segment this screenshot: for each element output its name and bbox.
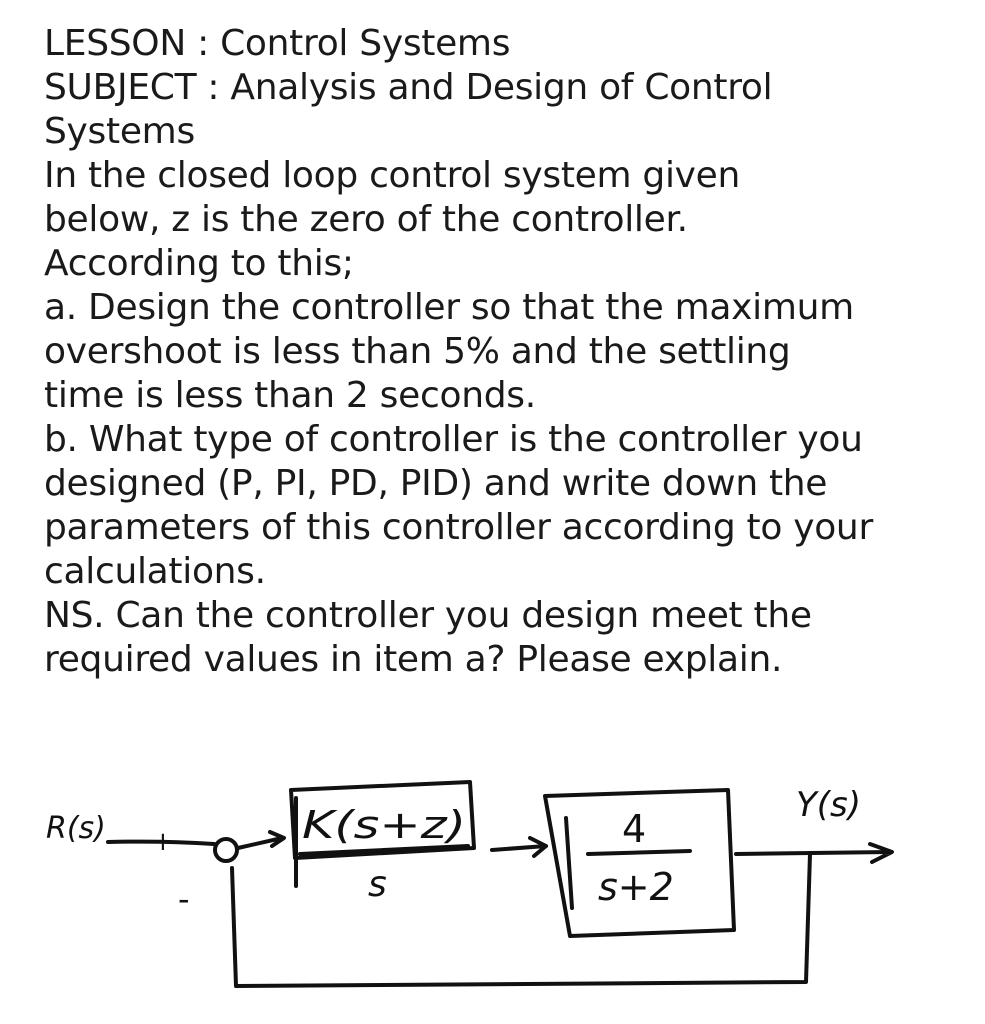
intro-line-2: below, z is the zero of the controller. [44, 199, 688, 240]
part-ns-line-2: required values in item a? Please explain. [44, 639, 783, 680]
part-b-line-3: parameters of this controller according to your [44, 507, 873, 548]
part-a-line-2: overshoot is less than 5% and the settling [44, 331, 791, 372]
output-signal-line [736, 844, 892, 862]
plant-numerator: 4 [622, 807, 647, 851]
plant-denominator: s+2 [598, 865, 674, 909]
subject-line: SUBJECT : Analysis and Design of Control [44, 67, 773, 108]
part-a-line-1: a. Design the controller so that the maximum [44, 287, 854, 328]
part-a-line-3: time is less than 2 seconds. [44, 375, 536, 416]
problem-statement [44, 22, 964, 682]
feedback-path [232, 854, 810, 986]
plant-fraction-bar [588, 851, 690, 854]
input-label: R(s) [46, 811, 106, 846]
intro-line-3: According to this; [44, 243, 354, 284]
summing-junction [215, 839, 237, 861]
part-ns-line-1: NS. Can the controller you design meet the [44, 595, 812, 636]
lesson-line: LESSON : Control Systems [44, 23, 511, 64]
subject-line-continued: Systems [44, 111, 195, 152]
part-b-line-2: designed (P, PI, PD, PID) and write down the [44, 463, 828, 504]
part-b-line-1: b. What type of controller is the controller you [44, 419, 863, 460]
controller-denominator: s [368, 864, 387, 905]
intro-line-1: In the closed loop control system given [44, 155, 741, 196]
junction-to-controller-arrow [238, 832, 284, 848]
part-b-line-4: calculations. [44, 551, 266, 592]
controller-to-plant-arrow [492, 838, 546, 856]
minus-sign: - [178, 880, 190, 918]
plant-block-inner-edge [566, 818, 572, 908]
block-diagram [0, 760, 985, 1024]
controller-numerator: K(s+z) [302, 803, 466, 847]
output-label: Y(s) [796, 785, 862, 825]
plus-sign: + [152, 827, 174, 857]
